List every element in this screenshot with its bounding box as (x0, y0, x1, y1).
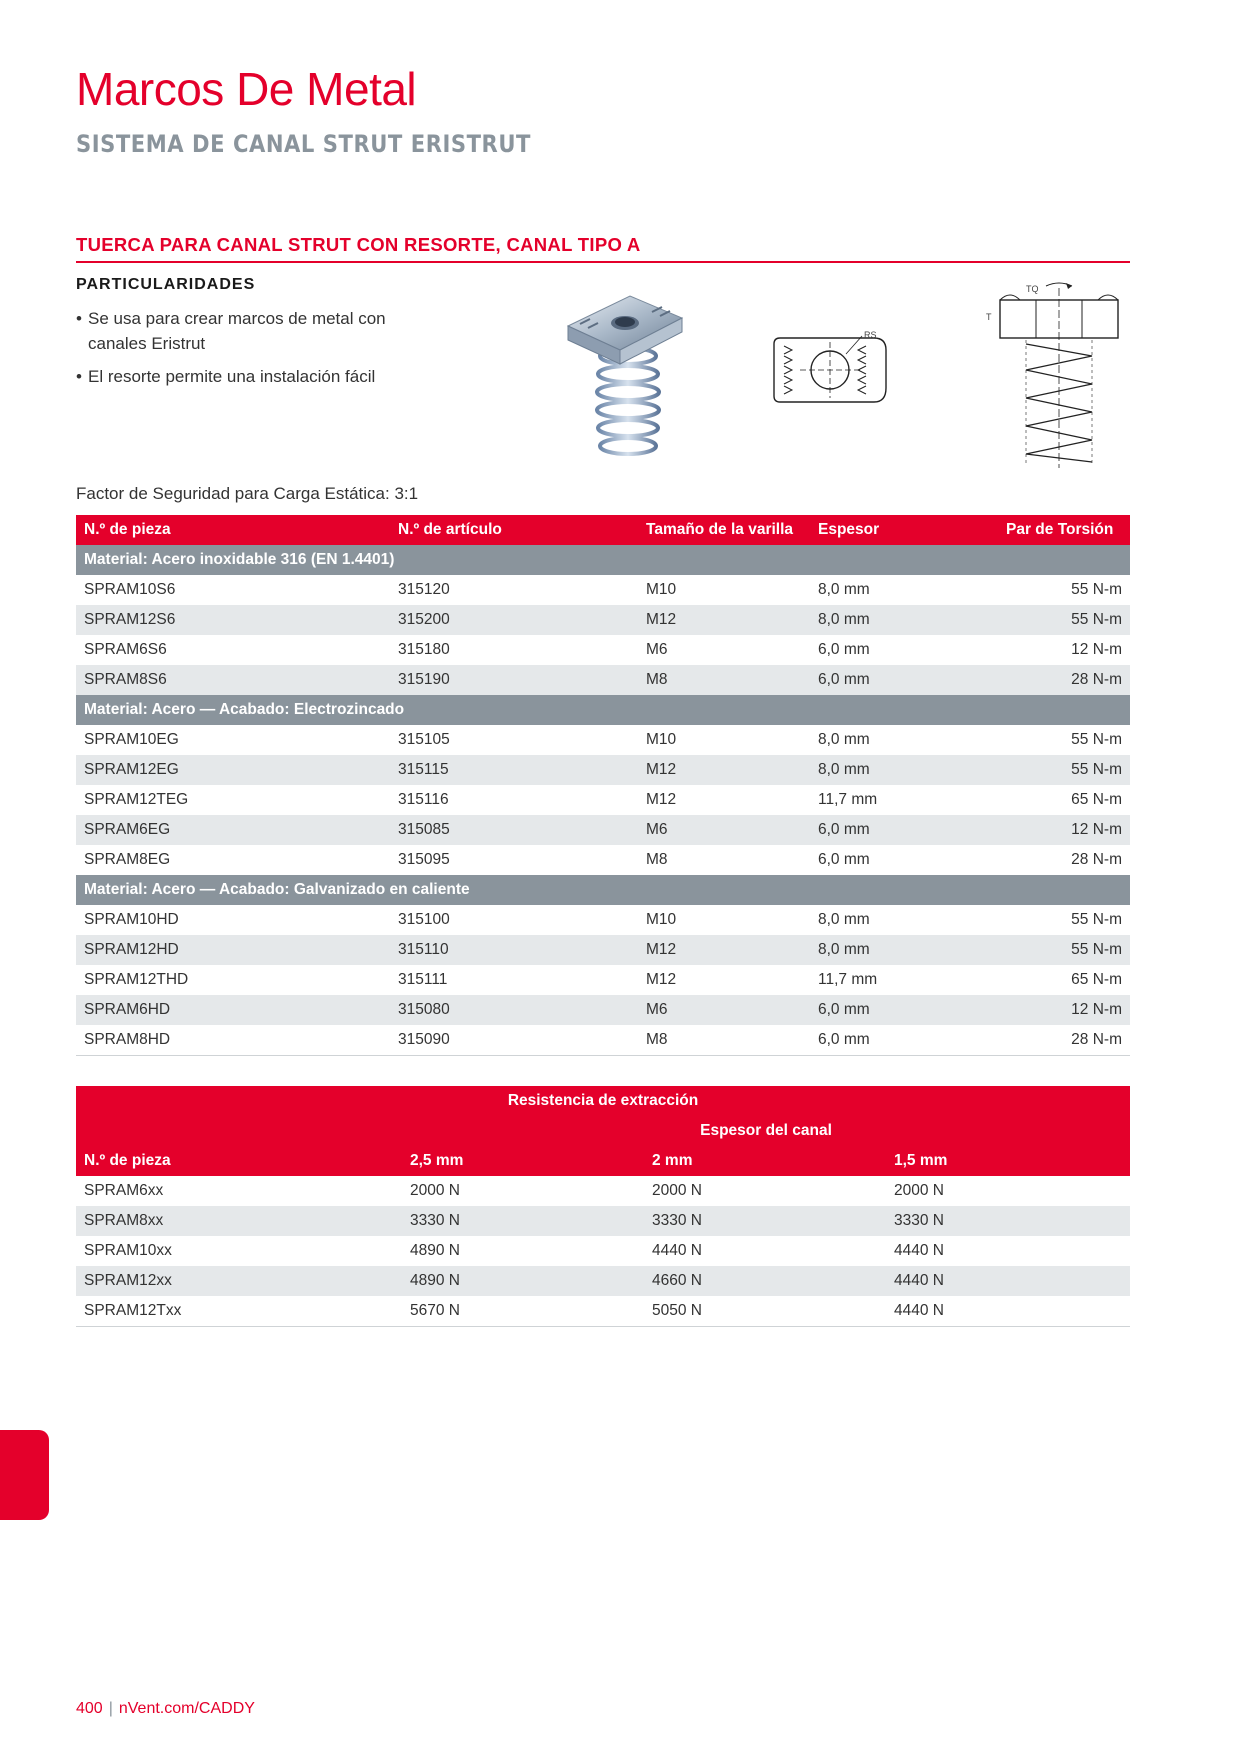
table-cell: M6 (638, 815, 810, 845)
table-cell: M8 (638, 665, 810, 695)
col-header: N.º de pieza (76, 1146, 402, 1176)
table-cell: SPRAM10EG (84, 731, 179, 748)
material-group-label: Material: Acero inoxidable 316 (EN 1.4401) (76, 545, 1130, 575)
table-cell: 4890 N (402, 1266, 644, 1296)
features-heading: PARTICULARIDADES (76, 276, 256, 293)
footer-link[interactable]: nVent.com/CADDY (118, 1700, 255, 1717)
table-cell: 3330 N (886, 1206, 1130, 1236)
table-cell: M12 (638, 935, 810, 965)
table-row (76, 1176, 1130, 1206)
material-group-row (76, 695, 1130, 725)
table-cell: M12 (638, 755, 810, 785)
pull-out-table (76, 1086, 1130, 1327)
safety-factor: Factor de Seguridad para Carga Estática: 3:1 (76, 484, 419, 503)
table-cell: 8,0 mm (818, 731, 870, 748)
table-row (76, 905, 1130, 935)
table-row (76, 635, 1130, 665)
table-cell: 315105 (398, 731, 450, 748)
table-cell: 4660 N (644, 1266, 886, 1296)
table-cell: 6,0 mm (810, 1025, 998, 1056)
table-row (76, 785, 1130, 815)
table-cell: 315090 (390, 1025, 638, 1056)
col-header: 2 mm (644, 1146, 886, 1176)
table-cell: SPRAM8HD (76, 1025, 390, 1056)
table-row (76, 845, 1130, 875)
table-cell: SPRAM6xx (84, 1182, 164, 1199)
table-cell: 8,0 mm (810, 605, 998, 635)
spec-header-row (76, 515, 1130, 545)
table-cell: 28 N-m (998, 665, 1130, 695)
table-row (76, 605, 1130, 635)
t-label: T (986, 312, 992, 322)
table-cell: 12 N-m (1071, 641, 1122, 658)
table-row (76, 965, 1130, 995)
table-row (76, 1206, 1130, 1236)
table-cell: SPRAM6S6 (84, 641, 167, 658)
top-view-drawing (770, 332, 890, 412)
table-row (76, 1236, 1130, 1266)
table-row (76, 935, 1130, 965)
table-cell: 315110 (390, 935, 638, 965)
tq-label: TQ (1026, 284, 1039, 294)
col-header: N.º de pieza (76, 515, 390, 545)
table-cell: SPRAM12HD (76, 935, 390, 965)
table-cell: 315080 (390, 995, 638, 1025)
table-cell: 315111 (398, 971, 448, 988)
section-tab-marker (0, 1430, 49, 1520)
table-cell: 5670 N (402, 1296, 644, 1327)
table-cell: M6 (638, 995, 810, 1025)
table-cell: 55 N-m (998, 935, 1130, 965)
table-cell: 2000 N (410, 1182, 460, 1199)
material-group-row (76, 545, 1130, 575)
table-cell: 55 N-m (1071, 731, 1122, 748)
table-row (76, 1296, 1130, 1327)
table-cell: SPRAM12S6 (76, 605, 390, 635)
table-cell: 55 N-m (1071, 911, 1122, 928)
side-view-drawing (996, 278, 1126, 468)
table-cell: 12 N-m (998, 815, 1130, 845)
table-row (76, 995, 1130, 1025)
pull-table-title: Resistencia de extracción (76, 1086, 1130, 1116)
table-cell: M6 (646, 641, 668, 658)
table-cell: 3330 N (402, 1206, 644, 1236)
pull-table-subtitle: Espesor del canal (402, 1116, 1130, 1146)
table-cell: SPRAM6HD (76, 995, 390, 1025)
table-cell: M12 (638, 605, 810, 635)
table-cell: SPRAM8EG (84, 851, 171, 868)
page-title: Marcos De Metal (76, 63, 417, 115)
table-cell: 8,0 mm (818, 581, 870, 598)
table-cell: SPRAM12TEG (84, 791, 189, 808)
table-cell: SPRAM8xx (76, 1206, 402, 1236)
page-number: 400 (76, 1700, 103, 1717)
table-cell: 65 N-m (1071, 971, 1122, 988)
col-header: 1,5 mm (886, 1146, 1130, 1176)
table-cell: 28 N-m (1071, 851, 1122, 868)
table-cell: 55 N-m (998, 605, 1130, 635)
table-cell: 11,7 mm (818, 791, 878, 808)
table-cell: 315115 (390, 755, 638, 785)
col-header: Tamaño de la varilla (638, 515, 810, 545)
page-footer (76, 1700, 255, 1718)
table-cell: M8 (638, 1025, 810, 1056)
table-row (76, 755, 1130, 785)
table-cell: SPRAM12EG (76, 755, 390, 785)
table-cell: 315190 (390, 665, 638, 695)
table-cell: SPRAM10S6 (84, 581, 176, 598)
pull-title-row (76, 1086, 1130, 1116)
spring-nut-photo (560, 286, 690, 466)
table-cell: 8,0 mm (810, 935, 998, 965)
col-header: N.º de artículo (390, 515, 638, 545)
page-subtitle: SISTEMA DE CANAL STRUT ERISTRUT (76, 130, 531, 158)
table-cell: 55 N-m (1071, 581, 1122, 598)
table-cell: SPRAM8S6 (76, 665, 390, 695)
table-cell: 4890 N (410, 1242, 460, 1259)
col-header: 2,5 mm (402, 1146, 644, 1176)
table-cell: 6,0 mm (818, 641, 870, 658)
table-cell: M12 (646, 971, 677, 988)
table-cell: 6,0 mm (818, 851, 870, 868)
table-cell: 6,0 mm (810, 665, 998, 695)
table-cell: 315100 (398, 911, 450, 928)
table-cell: 28 N-m (998, 1025, 1130, 1056)
table-cell: 315180 (398, 641, 450, 658)
table-cell: 5050 N (644, 1296, 886, 1327)
table-cell: M12 (646, 791, 677, 808)
table-cell: 2000 N (894, 1182, 944, 1199)
table-cell: M10 (646, 911, 677, 928)
table-cell: SPRAM12xx (76, 1266, 402, 1296)
table-cell: SPRAM12Txx (76, 1296, 402, 1327)
col-header: Par de Torsión (998, 515, 1130, 545)
feature-item: • El resorte permite una instalación fácil (76, 364, 436, 389)
table-cell: SPRAM10HD (84, 911, 179, 928)
table-cell: 4440 N (886, 1296, 1130, 1327)
table-cell: SPRAM10xx (84, 1242, 172, 1259)
spec-table (76, 515, 1130, 1056)
table-cell: 315085 (390, 815, 638, 845)
table-cell: 3330 N (644, 1206, 886, 1236)
col-header: Espesor (810, 515, 998, 545)
table-row (76, 725, 1130, 755)
table-cell: 315095 (398, 851, 450, 868)
table-cell: 4440 N (886, 1266, 1130, 1296)
material-group-label: Material: Acero — Acabado: Electrozincado (76, 695, 1130, 725)
table-cell: 6,0 mm (810, 815, 998, 845)
table-cell: SPRAM6EG (76, 815, 390, 845)
pull-subtitle-row (76, 1116, 1130, 1146)
table-row (76, 665, 1130, 695)
table-cell: M8 (646, 851, 668, 868)
table-cell: 8,0 mm (810, 755, 998, 785)
table-cell: M10 (646, 581, 677, 598)
table-cell: 6,0 mm (810, 995, 998, 1025)
rs-label: RS (864, 330, 877, 340)
table-cell: 2000 N (652, 1182, 702, 1199)
table-cell: 315120 (398, 581, 450, 598)
table-row (76, 815, 1130, 845)
table-cell: 315116 (398, 791, 449, 808)
table-cell: M10 (646, 731, 677, 748)
table-row (76, 575, 1130, 605)
material-group-row (76, 875, 1130, 905)
table-cell: 4440 N (652, 1242, 702, 1259)
feature-item: • Se usa para crear marcos de metal con canales Eristrut (76, 306, 436, 356)
material-group-label: Material: Acero — Acabado: Galvanizado en caliente (76, 875, 1130, 905)
pull-header-row (76, 1146, 1130, 1176)
features-list (76, 306, 436, 397)
footer-separator: | (108, 1700, 113, 1717)
table-cell: 65 N-m (1071, 791, 1122, 808)
table-cell: 8,0 mm (818, 911, 870, 928)
table-row (76, 1025, 1130, 1056)
table-cell: SPRAM12THD (84, 971, 189, 988)
table-cell: 55 N-m (998, 755, 1130, 785)
section-title: TUERCA PARA CANAL STRUT CON RESORTE, CANAL TIPO A (76, 234, 1130, 263)
table-cell: 4440 N (894, 1242, 944, 1259)
table-cell: 12 N-m (998, 995, 1130, 1025)
table-cell: 11,7 mm (818, 971, 878, 988)
table-row (76, 1266, 1130, 1296)
table-cell: 315200 (390, 605, 638, 635)
